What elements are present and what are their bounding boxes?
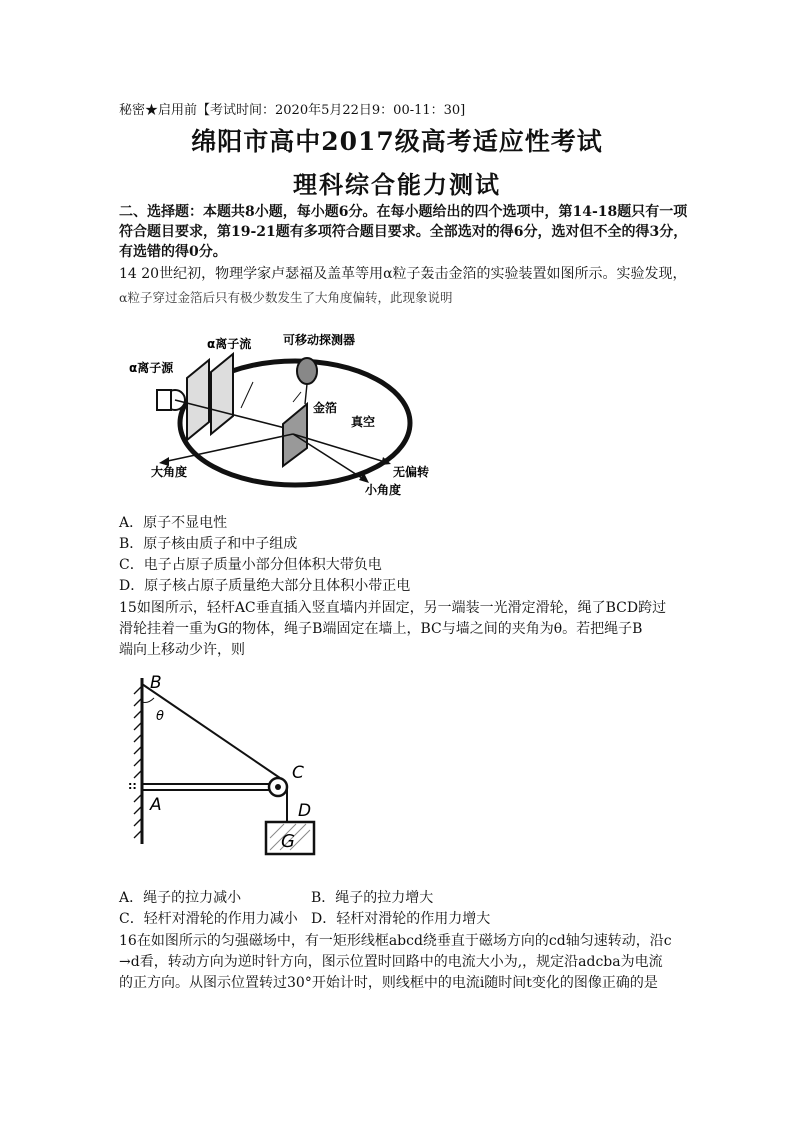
q14-option-a[interactable]: A．原子不显电性 xyxy=(119,515,228,531)
q15-option-b[interactable]: B．绳子的拉力增大 xyxy=(311,890,434,906)
label-a: A xyxy=(150,795,162,815)
q16-stem-line1: 16在如图所示的匀强磁场中，有一矩形线框abcd绕垂直于磁场方向的cd轴匀速转动，沿c xyxy=(119,933,672,949)
collimator-1 xyxy=(187,360,209,440)
q14-option-c[interactable]: C．电子占原子质量小部分但体积大带负电 xyxy=(119,557,382,573)
q15-option-c[interactable]: C．轻杆对滑轮的作用力减小 xyxy=(119,911,298,927)
q14-option-d[interactable]: D．原子核占原子质量绝大部分且体积小带正电 xyxy=(119,578,411,594)
label-large-angle: 大角度 xyxy=(151,465,188,479)
q15-stem-line3: 端向上移动少许，则 xyxy=(119,642,245,658)
q14-stem-line2: α粒子穿过金箔后只有极少数发生了大角度偏转，此现象说明 xyxy=(119,290,453,305)
rope-bc xyxy=(142,684,280,778)
q15-stem-line2: 滑轮挂着一重为G的物体，绳子B端固定在墙上，BC与墙之间的夹角为θ。若把绳子B xyxy=(119,621,643,637)
q15-option-d[interactable]: D．轻杆对滑轮的作用力增大 xyxy=(311,911,491,927)
label-theta: θ xyxy=(156,709,164,724)
collimator-2 xyxy=(211,354,233,434)
q15-option-a[interactable]: A．绳子的拉力减小 xyxy=(119,890,242,906)
label-no-deflection: 无偏转 xyxy=(393,465,430,479)
movable-detector xyxy=(297,358,317,384)
label-d: D xyxy=(298,801,312,821)
label-c: C xyxy=(292,763,304,783)
label-detector: 可移动探测器 xyxy=(283,333,356,347)
label-g: G xyxy=(281,831,295,852)
q14-option-b[interactable]: B．原子核由质子和中子组成 xyxy=(119,536,298,552)
svg-text:::: :: xyxy=(128,779,137,792)
q15-stem-line1: 15如图所示，轻杆AC垂直插入竖直墙内并固定，另一端装一光滑定滑轮，绳了BCD跨过 xyxy=(119,600,667,616)
label-alpha-source: α离子源 xyxy=(129,361,174,375)
q14-stem-line1: 14 20世纪初，物理学家卢瑟福及盖革等用α粒子轰击金箔的实验装置如图所示。实验发现， xyxy=(119,266,687,282)
q16-stem-line2: →d看，转动方向为逆时针方向，图示位置时回路中的电流大小为,，规定沿adcba为电流 xyxy=(119,954,663,970)
exam-header: 秘密★启用前【考试时间：2020年5月22日9：00-11：30] xyxy=(119,103,466,118)
rutherford-experiment-figure xyxy=(115,320,455,500)
pulley-figure xyxy=(120,672,330,862)
section-intro: 二、选择题：本题共8小题，每小题6分。在每小题给出的四个选项中，第14-18题只有一项符合题目要求，第19-21题有多项符合题目要求。全部选对的得6分，选对但不全的得3分，有选错的得0分。 xyxy=(119,204,688,260)
label-b: B xyxy=(150,673,162,693)
exam-subtitle: 理科综合能力测试 xyxy=(293,170,501,199)
label-vacuum: 真空 xyxy=(351,415,376,429)
exam-title: 绵阳市高中2017级高考适应性考试 xyxy=(191,127,603,156)
label-small-angle: 小角度 xyxy=(365,483,402,497)
q16-stem-line3: 的正方向。从图示位置转过30°开始计时，则线框中的电流i随时间t变化的图像正确的是 xyxy=(119,975,658,991)
label-alpha-stream: α离子流 xyxy=(207,337,252,351)
label-gold-foil: 金箔 xyxy=(313,401,338,415)
